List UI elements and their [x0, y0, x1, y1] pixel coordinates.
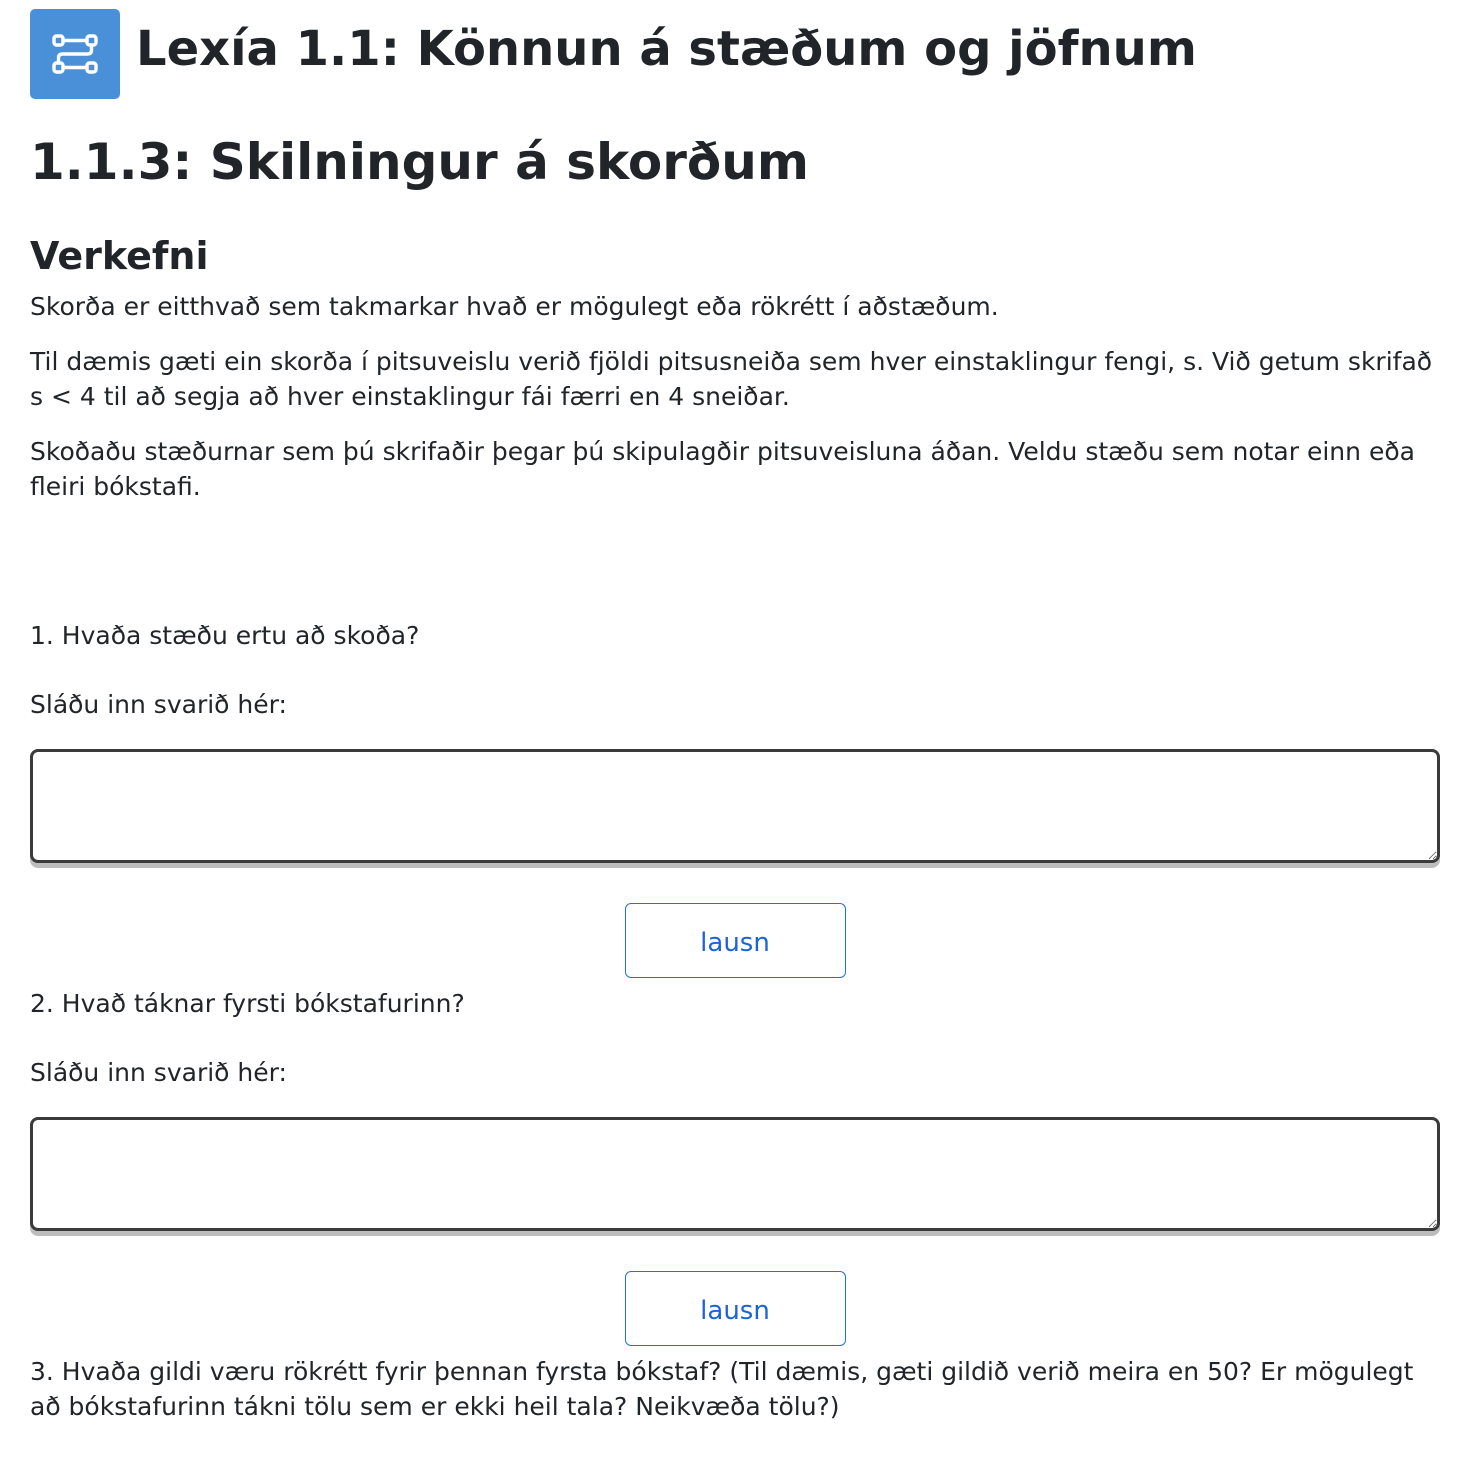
solution-button-row [30, 1271, 1440, 1346]
task-paragraph: Skoðaðu stæðurnar sem þú skrifaðir þegar þú skipulagðir pitsuveisluna áðan. Veldu stæðu sem notar einn eða fleiri bókstafi. [30, 437, 1415, 502]
question-text: 3. Hvaða gildi væru rökrétt fyrir þennan fyrsta bókstaf? (Til dæmis, gæti gildið verið meira en 50? Er mögulegt að bókstafurinn tákni tölu sem er ekki heil tala? Neikvæða tölu?) [30, 1357, 1414, 1422]
question-text: 2. Hvað táknar fyrsti bókstafurinn? [30, 989, 465, 1019]
task-paragraph: Skorða er eitthvað sem takmarkar hvað er mögulegt eða rökrétt í aðstæðum. [30, 292, 999, 322]
section-title: 1.1.3: Skilningur á skorðum [30, 133, 809, 191]
question-text: 1. Hvaða stæðu ertu að skoða? [30, 621, 420, 651]
route-icon [30, 9, 120, 99]
answer-input[interactable] [30, 1117, 1440, 1231]
answer-prompt: Sláðu inn svarið hér: [30, 690, 287, 720]
question-1 [30, 618, 1440, 978]
answer-input[interactable] [30, 749, 1440, 863]
task-paragraph: Til dæmis gæti ein skorða í pitsuveislu verið fjöldi pitsusneiða sem hver einstaklingur fengi, s. Við getum skrifað s < 4 til að segja að hver einstaklingur fái færri en 4 sneiðar. [30, 347, 1433, 412]
solution-button[interactable]: lausn [625, 1271, 846, 1346]
question-2 [30, 986, 1440, 1346]
solution-button[interactable]: lausn [625, 903, 846, 978]
answer-prompt: Sláðu inn svarið hér: [30, 1058, 287, 1088]
solution-button-row [30, 903, 1440, 978]
task-heading: Verkefni [30, 233, 209, 278]
question-3 [30, 1354, 1440, 1424]
lesson-title: Lexía 1.1: Könnun á stæðum og jöfnum [136, 20, 1197, 77]
lesson-header [30, 0, 1440, 106]
